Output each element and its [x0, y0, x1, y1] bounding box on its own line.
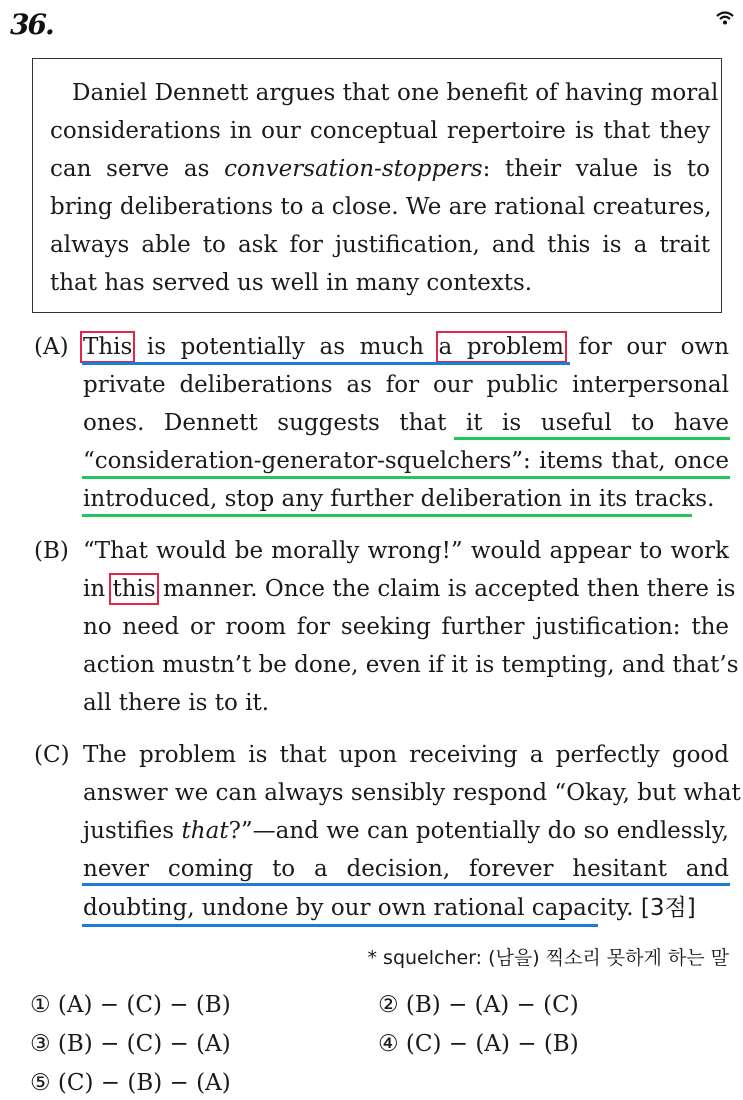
blue-underline	[82, 883, 730, 886]
paragraph-a-line: introduced, stop any further deliberation in its tracks.	[83, 486, 715, 512]
answer-option-1[interactable]: ① (A) − (C) − (B)	[30, 992, 231, 1018]
green-underline	[82, 476, 730, 479]
paragraph-b-line: “That would be morally wrong!” would appear to work	[83, 538, 729, 564]
paragraph-b-line: all there is to it.	[83, 690, 270, 716]
paragraph-b-line: action mustn’t be done, even if it is tempting, and that’s	[83, 652, 739, 678]
paragraph-a-line: “consideration-generator-squelchers”: items that, once	[83, 448, 729, 474]
highlight-box: a problem	[438, 334, 564, 360]
passage-line: that has served us well in many contexts.	[50, 270, 533, 296]
paragraph-b-line: no need or room for seeking further justification: the	[83, 614, 729, 640]
answer-option-3[interactable]: ③ (B) − (C) − (A)	[30, 1031, 231, 1057]
passage-line: always able to ask for justification, and this is a trait	[50, 232, 710, 258]
paragraph-a-line: ones. Dennett suggests that it is useful to have	[83, 410, 729, 436]
question-number: 36.	[10, 8, 53, 41]
paragraph-c-line: doubting, undone by our own rational capacity. [3점]	[83, 895, 696, 921]
highlight-box: This	[83, 334, 133, 360]
footnote: * squelcher: (남을) 찍소리 못하게 하는 말	[367, 947, 729, 969]
paragraph-b-line: in this manner. Once the claim is accepted then there is	[83, 576, 736, 602]
passage-line: considerations in our conceptual repertoire is that they	[50, 118, 710, 144]
paragraph-label-b: (B)	[34, 538, 69, 564]
paragraph-label-a: (A)	[34, 334, 69, 360]
blue-underline	[82, 924, 598, 927]
paragraph-a-line: This is potentially as much a problem for our own	[83, 334, 730, 360]
italic-term: conversation-stoppers	[224, 156, 483, 182]
paragraph-c-line: justifies that?”—and we can potentially do so endlessly,	[83, 818, 729, 844]
green-underline	[454, 437, 730, 440]
paragraph-c-line: The problem is that upon receiving a perfectly good	[83, 742, 729, 768]
passage-line: can serve as conversation-stoppers: their value is to	[50, 156, 711, 182]
passage-line: Daniel Dennett argues that one benefit of having moral	[72, 80, 719, 106]
answer-option-5[interactable]: ⑤ (C) − (B) − (A)	[30, 1070, 231, 1096]
highlight-box: this	[112, 576, 156, 602]
paragraph-a-line: private deliberations as for our public interpersonal	[83, 372, 729, 398]
answer-option-4[interactable]: ④ (C) − (A) − (B)	[378, 1031, 579, 1057]
paragraph-label-c: (C)	[34, 742, 70, 768]
paragraph-c-line: answer we can always sensibly respond “Okay, but what	[83, 780, 741, 806]
paragraph-c-line: never coming to a decision, forever hesitant and	[83, 856, 729, 882]
blue-underline	[82, 362, 570, 365]
score-label: [3점]	[633, 895, 696, 921]
passage-line: bring deliberations to a close. We are rational creatures,	[50, 194, 712, 220]
wifi-icon	[715, 10, 735, 26]
green-underline	[82, 514, 692, 517]
answer-option-2[interactable]: ② (B) − (A) − (C)	[378, 992, 579, 1018]
